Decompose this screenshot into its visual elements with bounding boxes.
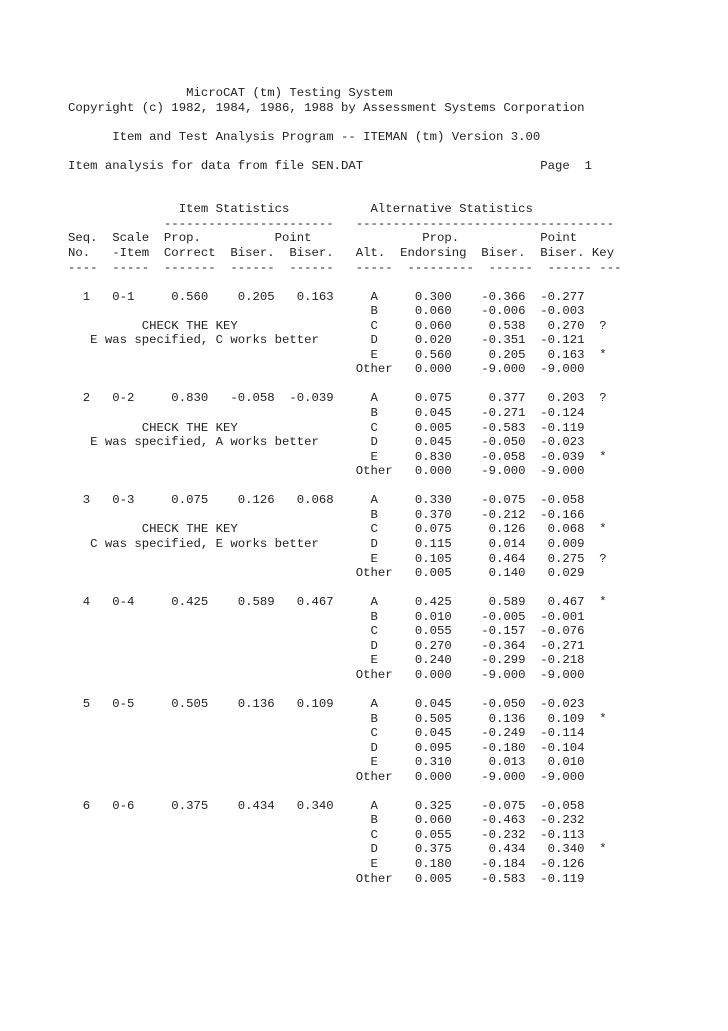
report-line: Other 0.005 0.140 0.029: [68, 566, 585, 581]
report-line: E was specified, A works better D 0.045 -0.050 -0.023: [68, 435, 585, 450]
report-line: Other 0.000 -9.000 -9.000: [68, 362, 585, 377]
blank-line: [68, 173, 621, 188]
report-line: 4 0-4 0.425 0.589 0.467 A 0.425 0.589 0.467 *: [68, 595, 607, 610]
report-line: B 0.010 -0.005 -0.001: [68, 609, 585, 624]
report-line: 5 0-5 0.505 0.136 0.109 A 0.045 -0.050 -0.023: [68, 696, 585, 711]
report-line: Other 0.000 -9.000 -9.000: [68, 769, 585, 784]
report-line: D 0.270 -0.364 -0.271: [68, 638, 585, 653]
blank-line: [68, 144, 621, 159]
report-line: MicroCAT (tm) Testing System: [68, 86, 393, 100]
report-line: Item Statistics Alternative Statistics: [68, 202, 533, 217]
report-line: C 0.055 -0.157 -0.076: [68, 624, 585, 639]
report-line: E 0.105 0.464 0.275 ?: [68, 551, 607, 566]
iteman-report: [68, 86, 621, 886]
report-line: ----------------------- -----------------------------------: [68, 216, 615, 231]
blank-line: [68, 115, 621, 130]
report-line: Other 0.005 -0.583 -0.119: [68, 871, 585, 886]
report-line: Seq. Scale Prop. Point Prop. Point: [68, 231, 578, 246]
report-line: B 0.045 -0.271 -0.124: [68, 406, 585, 421]
report-line: E 0.180 -0.184 -0.126: [68, 856, 585, 871]
report-line: 6 0-6 0.375 0.434 0.340 A 0.325 -0.075 -0.058: [68, 798, 585, 813]
report-line: Item and Test Analysis Program -- ITEMAN (tm) Version 3.00: [68, 129, 541, 144]
report-line: Copyright (c) 1982, 1984, 1986, 1988 by Assessment Systems Corporation: [68, 100, 585, 115]
report-line: B 0.370 -0.212 -0.166: [68, 507, 585, 522]
report-line: E 0.560 0.205 0.163 *: [68, 347, 607, 362]
report-line: B 0.060 -0.463 -0.232: [68, 813, 585, 828]
blank-line: [68, 784, 621, 799]
report-line: E was specified, C works better D 0.020 -0.351 -0.121: [68, 333, 585, 348]
report-line: C was specified, E works better D 0.115 0.014 0.009: [68, 536, 585, 551]
report-line: Item analysis for data from file SEN.DAT Page 1: [68, 158, 592, 173]
report-line: ---- ----- ------- ------ ------ ----- --------- ------ ------ ---: [68, 260, 622, 275]
blank-line: [68, 275, 621, 290]
report-line: E 0.830 -0.058 -0.039 *: [68, 449, 607, 464]
blank-line: [68, 188, 621, 203]
report-line: CHECK THE KEY C 0.060 0.538 0.270 ?: [68, 318, 607, 333]
report-line: 2 0-2 0.830 -0.058 -0.039 A 0.075 0.377 0.203 ?: [68, 391, 607, 406]
blank-line: [68, 682, 621, 697]
report-line: E 0.310 0.013 0.010: [68, 755, 585, 770]
report-line: Other 0.000 -9.000 -9.000: [68, 464, 585, 479]
report-line: 3 0-3 0.075 0.126 0.068 A 0.330 -0.075 -0.058: [68, 493, 585, 508]
report-line: C 0.045 -0.249 -0.114: [68, 726, 585, 741]
report-line: B 0.060 -0.006 -0.003: [68, 304, 585, 319]
report-line: B 0.505 0.136 0.109 *: [68, 711, 607, 726]
report-line: CHECK THE KEY C 0.075 0.126 0.068 *: [68, 522, 607, 537]
report-line: No. -Item Correct Biser. Biser. Alt. Endorsing Biser. Biser. Key: [68, 246, 615, 261]
report-line: E 0.240 -0.299 -0.218: [68, 653, 585, 668]
report-line: 1 0-1 0.560 0.205 0.163 A 0.300 -0.366 -0.277: [68, 289, 585, 304]
report-line: CHECK THE KEY C 0.005 -0.583 -0.119: [68, 420, 585, 435]
report-line: D 0.375 0.434 0.340 *: [68, 842, 607, 857]
blank-line: [68, 377, 621, 392]
report-line: C 0.055 -0.232 -0.113: [68, 827, 585, 842]
report-line: D 0.095 -0.180 -0.104: [68, 740, 585, 755]
report-line: Other 0.000 -9.000 -9.000: [68, 667, 585, 682]
blank-line: [68, 581, 621, 596]
blank-line: [68, 479, 621, 494]
